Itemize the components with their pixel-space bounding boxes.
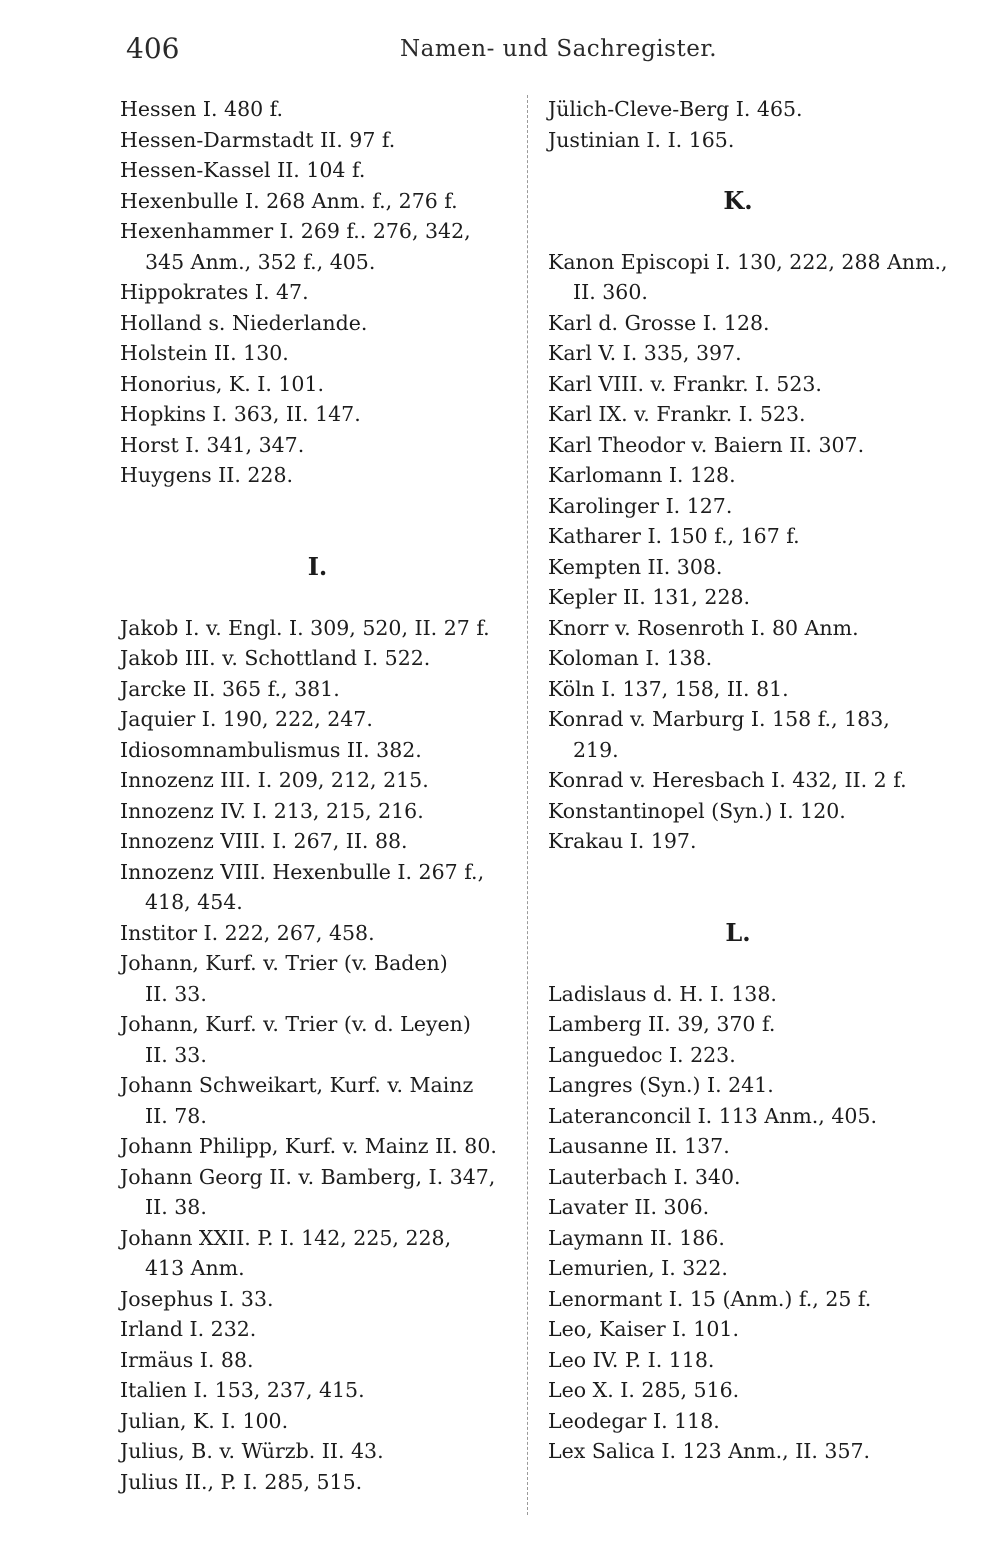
index-entry-text: Karlomann I. 128. <box>548 463 736 487</box>
index-entry <box>120 948 515 1009</box>
index-entry-text: Jülich-Cleve-Berg I. 465. <box>548 97 803 121</box>
index-entry <box>120 1284 515 1315</box>
index-entry-text: Lavater II. 306. <box>548 1195 710 1219</box>
index-entry <box>548 704 948 765</box>
index-entry <box>120 674 515 705</box>
index-entry <box>120 430 515 461</box>
index-entry-text: Karl Theodor v. Baiern II. 307. <box>548 432 865 457</box>
index-entry-text: Johann XXII. P. I. 142, 225, 228, <box>120 1225 452 1250</box>
index-entry-text: Konrad v. Heresbach I. 432, II. 2 f. <box>548 768 907 792</box>
index-entry <box>548 94 948 125</box>
index-entry <box>548 247 948 308</box>
index-entry <box>120 216 515 277</box>
l-entries <box>548 979 948 1467</box>
index-entry <box>548 765 948 796</box>
index-entry-text: Innozenz IV. I. 213, 215, 216. <box>120 798 424 823</box>
index-entry <box>548 491 948 522</box>
index-entry-text: Laymann II. 186. <box>548 1225 725 1250</box>
index-entry-text: Josephus I. 33. <box>120 1286 274 1311</box>
index-entry <box>548 308 948 339</box>
index-entry-text: Konrad v. Marburg I. 158 f., 183, <box>548 707 890 731</box>
index-entry <box>548 826 948 857</box>
spacer <box>120 491 515 522</box>
index-entry-text: Kempten II. 308. <box>548 554 723 579</box>
index-entry <box>120 735 515 766</box>
index-entry <box>548 125 948 156</box>
index-entry-continuation: II. 360. <box>573 280 648 304</box>
section-letter-k: K. <box>723 185 753 215</box>
index-entry <box>120 155 515 186</box>
index-entry <box>120 1009 515 1070</box>
index-entry-text: Italien I. 153, 237, 415. <box>120 1378 365 1402</box>
index-entry-text: Lenormant I. 15 (Anm.) f., 25 f. <box>548 1286 872 1311</box>
index-entry-text: Jakob III. v. Schottland I. 522. <box>120 646 431 670</box>
index-entry <box>548 643 948 674</box>
index-entry <box>120 1223 515 1284</box>
index-entry <box>120 1162 515 1223</box>
index-entry <box>548 582 948 613</box>
index-entry-text: Johann, Kurf. v. Trier (v. d. Leyen) <box>120 1012 471 1036</box>
index-entry-text: Horst I. 341, 347. <box>120 432 305 457</box>
spacer <box>548 216 948 247</box>
index-entry-continuation: 413 Anm. <box>145 1256 245 1280</box>
index-entry-text: Justinian I. I. 165. <box>548 127 735 152</box>
index-entry <box>548 1009 948 1040</box>
index-entry-text: Honorius, K. I. 101. <box>120 371 324 396</box>
index-entry-text: Languedoc I. 223. <box>548 1042 736 1067</box>
index-entry-text: Innozenz VIII. Hexenbulle I. 267 f., <box>120 859 485 884</box>
index-entry <box>548 796 948 827</box>
index-entry <box>120 1406 515 1437</box>
index-entry-text: Köln I. 137, 158, II. 81. <box>548 676 789 701</box>
index-entry-text: Julius II., P. I. 285, 515. <box>120 1469 363 1494</box>
index-entry <box>548 1040 948 1071</box>
index-entry-text: Kepler II. 131, 228. <box>548 585 751 609</box>
index-entry <box>548 674 948 705</box>
index-entry-text: Lausanne II. 137. <box>548 1134 730 1158</box>
index-entry-text: Jaquier I. 190, 222, 247. <box>120 707 373 731</box>
index-entry-text: Lamberg II. 39, 370 f. <box>548 1012 776 1036</box>
index-entry-continuation: II. 33. <box>145 1042 207 1067</box>
index-entry-text: Hippokrates I. 47. <box>120 280 309 304</box>
index-entry-text: Krakau I. 197. <box>548 829 697 853</box>
index-entry-text: Innozenz III. I. 209, 212, 215. <box>120 768 429 792</box>
index-entry-text: Jakob I. v. Engl. I. 309, 520, II. 27 f. <box>120 615 490 640</box>
index-entry-text: Lex Salica I. 123 Anm., II. 357. <box>548 1439 871 1463</box>
index-entry-continuation: II. 38. <box>145 1195 207 1219</box>
index-entry <box>548 1223 948 1254</box>
index-entry-text: Julian, K. I. 100. <box>120 1408 289 1433</box>
index-entry <box>120 857 515 918</box>
index-entry-text: Karl IX. v. Frankr. I. 523. <box>548 402 806 426</box>
index-entry <box>548 1345 948 1376</box>
index-entry <box>548 613 948 644</box>
index-entry <box>548 1375 948 1406</box>
index-entry-text: Johann Georg II. v. Bamberg, I. 347, <box>120 1164 496 1189</box>
j-entries <box>548 94 948 155</box>
index-entry-text: Irmäus I. 88. <box>120 1347 254 1372</box>
index-entry <box>548 1101 948 1132</box>
index-entry <box>548 338 948 369</box>
spacer <box>548 887 948 918</box>
index-entry <box>548 1131 948 1162</box>
index-entry <box>120 125 515 156</box>
index-entry <box>120 826 515 857</box>
index-entry-text: Karolinger I. 127. <box>548 493 733 518</box>
index-entry-text: Innozenz VIII. I. 267, II. 88. <box>120 829 408 853</box>
index-entry <box>548 430 948 461</box>
index-entry-text: Hexenhammer I. 269 f.. 276, 342, <box>120 219 471 243</box>
index-entry-text: Hessen-Kassel II. 104 f. <box>120 158 366 182</box>
index-entry-text: Johann Philipp, Kurf. v. Mainz II. 80. <box>120 1134 497 1158</box>
index-entry-text: Leo, Kaiser I. 101. <box>548 1317 739 1341</box>
index-entry <box>548 460 948 491</box>
index-entry-text: Johann, Kurf. v. Trier (v. Baden) <box>120 951 448 975</box>
index-entry <box>548 1192 948 1223</box>
index-entry-text: Leo IV. P. I. 118. <box>548 1347 715 1372</box>
index-entry <box>548 1070 948 1101</box>
running-head: Namen- und Sachregister. <box>400 36 718 62</box>
spacer <box>548 948 948 979</box>
index-entry-continuation: 418, 454. <box>145 890 243 914</box>
index-entry <box>548 979 948 1010</box>
page-number: 406 <box>126 32 180 65</box>
index-entry-text: Holstein II. 130. <box>120 341 289 365</box>
index-entry <box>120 796 515 827</box>
index-entry <box>548 1253 948 1284</box>
index-entry <box>548 1284 948 1315</box>
index-entry-text: Konstantinopel (Syn.) I. 120. <box>548 798 846 823</box>
index-entry-text: Irland I. 232. <box>120 1317 257 1341</box>
section-letter-l: L. <box>725 917 751 947</box>
section-letter-i: I. <box>307 551 328 581</box>
index-entry <box>120 1131 515 1162</box>
index-entry-continuation: II. 33. <box>145 981 207 1006</box>
index-entry <box>120 765 515 796</box>
index-entry-text: Knorr v. Rosenroth I. 80 Anm. <box>548 615 859 640</box>
index-entry-text: Katharer I. 150 f., 167 f. <box>548 524 800 548</box>
index-entry <box>120 399 515 430</box>
index-entry <box>120 186 515 217</box>
index-entry <box>120 1375 515 1406</box>
index-entry <box>120 613 515 644</box>
index-entry-text: Ladislaus d. H. I. 138. <box>548 981 777 1006</box>
index-entry-text: Lemurien, I. 322. <box>548 1256 728 1280</box>
page-header <box>0 30 1000 70</box>
index-entry-text: Koloman I. 138. <box>548 646 713 670</box>
index-entry-text: Karl VIII. v. Frankr. I. 523. <box>548 371 822 396</box>
index-entry <box>120 277 515 308</box>
index-entry-text: Huygens II. 228. <box>120 463 294 487</box>
index-entry-text: Langres (Syn.) I. 241. <box>548 1073 774 1097</box>
column-divider <box>527 95 528 1515</box>
index-entry-text: Lauterbach I. 340. <box>548 1164 741 1189</box>
index-entry-text: Jarcke II. 365 f., 381. <box>120 676 340 701</box>
left-column <box>120 94 515 1497</box>
right-column <box>548 94 948 1467</box>
index-entry-text: Karl V. I. 335, 397. <box>548 341 742 365</box>
index-entry <box>120 338 515 369</box>
index-entry-text: Hessen-Darmstadt II. 97 f. <box>120 127 396 152</box>
index-entry <box>548 1314 948 1345</box>
index-entry <box>548 1406 948 1437</box>
index-entry <box>120 918 515 949</box>
index-entry-text: Idiosomnambulismus II. 382. <box>120 737 422 762</box>
index-entry-text: Hexenbulle I. 268 Anm. f., 276 f. <box>120 188 458 213</box>
index-entry <box>548 369 948 400</box>
spacer <box>120 582 515 613</box>
spacer <box>548 155 948 186</box>
index-entry-text: Hopkins I. 363, II. 147. <box>120 402 361 426</box>
index-entry <box>548 1162 948 1193</box>
index-entry-text: Hessen I. 480 f. <box>120 97 284 121</box>
spacer <box>120 521 515 552</box>
index-entry-text: Leodegar I. 118. <box>548 1408 720 1433</box>
index-entry-continuation: II. 78. <box>145 1103 207 1128</box>
index-entry <box>120 1070 515 1131</box>
index-entry-text: Holland s. Niederlande. <box>120 310 368 335</box>
index-entry-text: Institor I. 222, 267, 458. <box>120 920 375 945</box>
index-entry-text: Johann Schweikart, Kurf. v. Mainz <box>120 1073 474 1097</box>
index-entry <box>548 1436 948 1467</box>
index-entry <box>120 94 515 125</box>
i-entries <box>120 613 515 1498</box>
index-entry-text: Leo X. I. 285, 516. <box>548 1378 740 1402</box>
index-entry <box>120 369 515 400</box>
index-entry-text: Karl d. Grosse I. 128. <box>548 310 770 335</box>
index-entry <box>120 460 515 491</box>
index-entry-text: Lateranconcil I. 113 Anm., 405. <box>548 1103 877 1128</box>
index-entry-continuation: 219. <box>573 737 619 762</box>
index-entry <box>120 1345 515 1376</box>
index-entry <box>548 521 948 552</box>
spacer <box>548 857 948 888</box>
index-entry <box>120 1467 515 1498</box>
index-entry <box>548 399 948 430</box>
index-entry <box>120 643 515 674</box>
index-entry <box>120 704 515 735</box>
index-entry-text: Julius, B. v. Würzb. II. 43. <box>120 1439 384 1463</box>
index-entry <box>120 1436 515 1467</box>
index-entry <box>120 308 515 339</box>
index-entry-text: Kanon Episcopi I. 130, 222, 288 Anm., <box>548 249 948 274</box>
index-entry-continuation: 345 Anm., 352 f., 405. <box>145 249 376 274</box>
k-entries <box>548 247 948 857</box>
index-entry <box>120 1314 515 1345</box>
h-entries <box>120 94 515 491</box>
index-entry <box>548 552 948 583</box>
